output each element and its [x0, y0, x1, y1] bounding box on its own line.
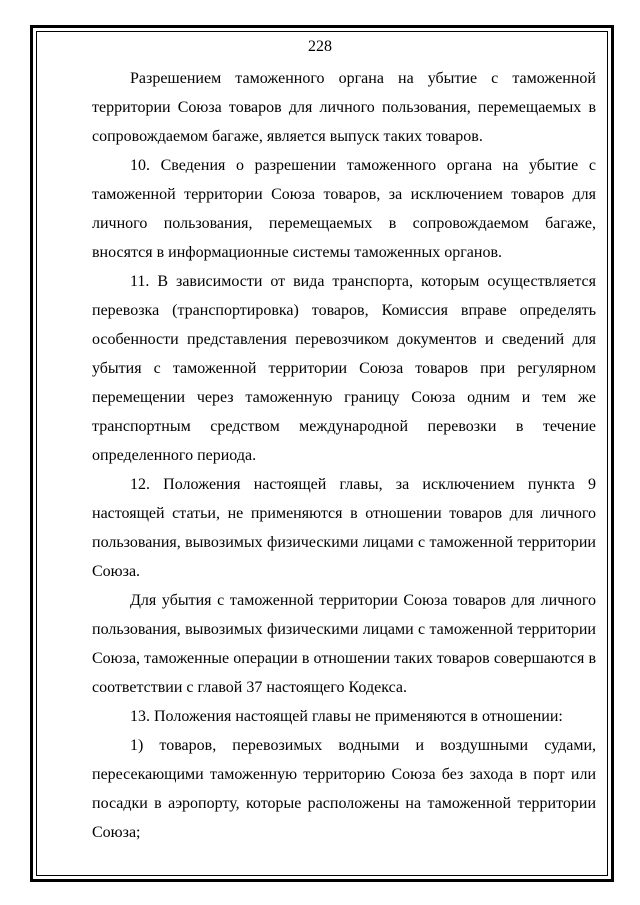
paragraph-13-item-1: 1) товаров, перевозимых водными и воздушными судами, пересекающими таможенную территорию Союза без захода в порт или посадки в аэропорту, которые расположены на таможенной территории Союза;: [92, 737, 596, 841]
paragraph-11: 11. В зависимости от вида транспорта, которым осуществляется перевозка (транспортировка) товаров, Комиссия вправе определять особенности представления перевозчиком документов и сведений для убытия с таможенной территории Союза товаров при регулярном перемещении через таможенную границу Союза одним и тем же транспортным средством международной перевозки в течение определенного периода.: [92, 273, 596, 464]
paragraph-13: 13. Положения настоящей главы не применяются в отношении:: [130, 708, 563, 725]
paragraph-personal-goods: Для убытия с таможенной территории Союза товаров для личного пользования, вывозимых физическими лицами с таможенной территории Союза, таможенные операции в отношении таких товаров совершаются в соответствии с главой 37 настоящего Кодекса.: [92, 592, 596, 696]
paragraph-export-permission: Разрешением таможенного органа на убытие с таможенной территории Союза товаров для личного пользования, перемещаемых в сопровождаемом багаже, является выпуск таких товаров.: [92, 70, 596, 145]
document-body: [92, 64, 596, 847]
page-number: 228: [308, 38, 332, 55]
paragraph-10: 10. Сведения о разрешении таможенного органа на убытие с таможенной территории Союза товаров, за исключением товаров для личного пользования, перемещаемых в сопровождаемом багаже, вносятся в информационные системы таможенных органов.: [92, 157, 596, 261]
paragraph-12: 12. Положения настоящей главы, за исключением пункта 9 настоящей статьи, не применяются в отношении товаров для личного пользования, вывозимых физическими лицами с таможенной территории Союза.: [92, 476, 596, 580]
